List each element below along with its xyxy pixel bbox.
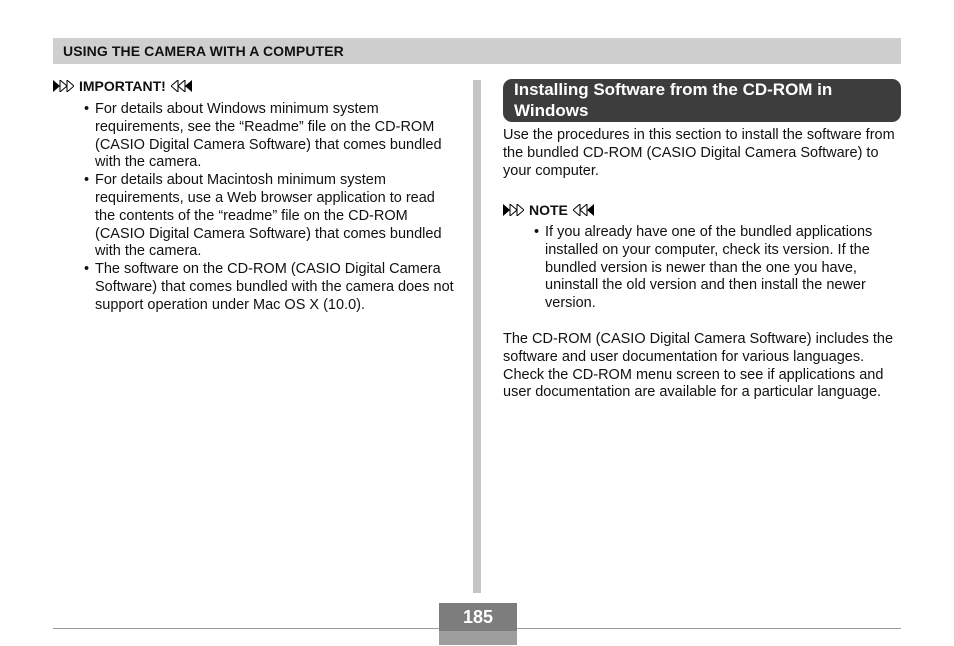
triple-chevron-left-icon xyxy=(171,80,192,92)
triple-chevron-right-icon xyxy=(53,80,74,92)
section-title: Installing Software from the CD-ROM in Windows xyxy=(503,79,901,122)
page-number-tab xyxy=(439,603,517,645)
page-number: 185 xyxy=(439,603,517,631)
intro-paragraph: Use the procedures in this section to install the software from the bundled CD-ROM (CASIO Digital Camera Software) to your computer. xyxy=(503,127,895,179)
important-callout-heading xyxy=(53,78,192,94)
closing-paragraph: The CD-ROM (CASIO Digital Camera Software) includes the software and user documentation for various languages. Check the CD-ROM menu screen to see if applications and user documentation are available for a particular language. xyxy=(503,331,894,401)
list-item: • The software on the CD-ROM (CASIO Digital Camera Software) that comes bundled with the camera does not support operation under Mac OS X (10.0). xyxy=(83,261,455,314)
important-bullet-list xyxy=(83,101,455,315)
column-divider xyxy=(473,80,481,593)
important-label: IMPORTANT! xyxy=(79,78,166,94)
triple-chevron-right-icon xyxy=(503,204,524,216)
list-item: • For details about Windows minimum system requirements, see the “Readme” file on the CD-ROM (CASIO Digital Camera Software) that comes bundled with the camera. xyxy=(83,101,455,172)
note-label: NOTE xyxy=(529,202,568,218)
note-bullet-list xyxy=(533,224,893,313)
chapter-header xyxy=(53,38,901,64)
note-callout-heading xyxy=(503,202,594,218)
triple-chevron-left-icon xyxy=(573,204,594,216)
chapter-title: USING THE CAMERA WITH A COMPUTER xyxy=(63,43,344,59)
list-item: • If you already have one of the bundled applications installed on your computer, check its version. If the bundled version is newer than the one you have, uninstall the old version and then install the newer version. xyxy=(533,224,893,313)
list-item: • For details about Macintosh minimum system requirements, use a Web browser application to read the contents of the “readme” file on the CD-ROM (CASIO Digital Camera Software) that comes bundled with the camera. xyxy=(83,172,455,261)
